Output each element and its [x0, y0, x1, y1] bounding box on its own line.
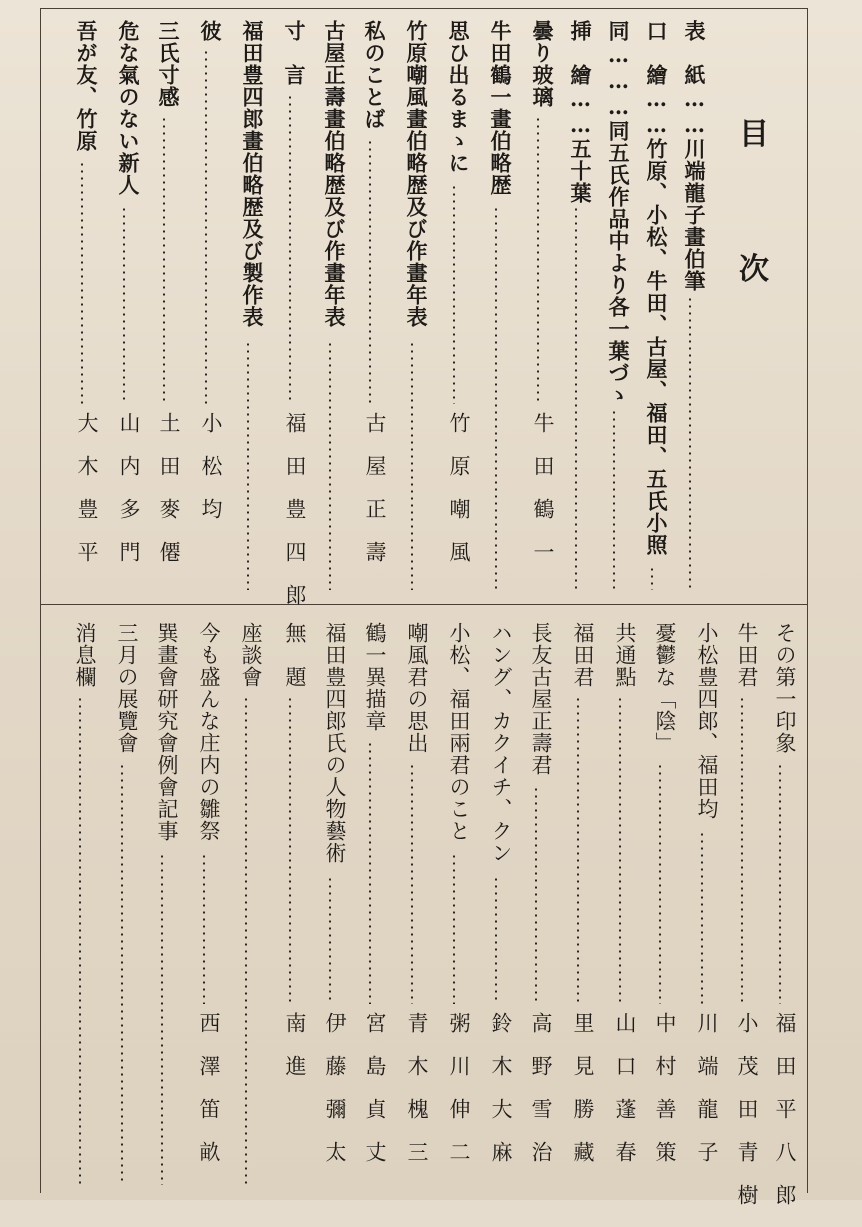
toc-entry-author: 里見勝藏 — [571, 1012, 595, 1184]
section-divider — [40, 604, 808, 605]
leader-dots — [535, 786, 537, 1005]
toc-entry-title: 消息欄 — [73, 622, 97, 688]
toc-entry-author: 山内多門 — [117, 412, 141, 584]
toc-entry-author: 高野雪治 — [529, 1012, 553, 1184]
toc-entry-title: 鶴一異描章 — [363, 622, 387, 732]
leader-dots — [741, 696, 743, 1005]
leader-dots — [203, 853, 205, 1004]
toc-entry-title: 共通點 — [613, 622, 637, 688]
leader-dots — [205, 49, 207, 405]
leader-dots — [369, 741, 371, 1005]
toc-entry-author: 山口蓬春 — [613, 1012, 637, 1184]
toc-entry-author: 南進 — [283, 1012, 307, 1098]
toc-entry-title: 挿 繪……五十葉 — [568, 20, 593, 204]
toc-entry-title: 嘲風君の思出 — [405, 622, 429, 754]
toc-entry-title: 同………同五氏作品中より各一葉づゝ — [606, 20, 631, 406]
toc-entry-title: 牛田鶴一畫伯略歴 — [488, 20, 513, 196]
leader-dots — [81, 161, 83, 404]
leader-dots — [495, 876, 497, 1005]
toc-entry-author: 中村善策 — [653, 1012, 677, 1184]
leader-dots — [369, 139, 371, 405]
leader-dots — [575, 206, 577, 590]
leader-dots — [289, 94, 291, 405]
toc-entry-author: 粥川伸二 — [447, 1012, 471, 1184]
toc-entry-title: 古屋正壽畫伯略歴及び作畫年表 — [322, 20, 347, 328]
toc-entry-title: 私のことば — [362, 20, 387, 130]
leader-dots — [659, 763, 661, 1004]
toc-entry-author: 西澤笛畝 — [197, 1012, 221, 1184]
toc-entry-title: 福田君 — [571, 622, 595, 688]
toc-entry-author: 牛田鶴一 — [531, 412, 555, 584]
toc-entry-author: 小茂田青樹 — [735, 1012, 759, 1227]
toc-entry-author: 土田麥僊 — [157, 412, 181, 584]
toc-entry-author: 福田平八郎 — [773, 1012, 797, 1227]
toc-entry-author: 福田豊四郎 — [283, 412, 307, 627]
toc-entry-title: 表 紙……川端龍子畫伯筆 — [682, 20, 707, 292]
toc-heading-char-1: 目 — [739, 117, 769, 152]
toc-entry-title: 寸 言 — [282, 20, 307, 86]
toc-entry-author: 大木豊平 — [75, 412, 99, 584]
leader-dots — [453, 853, 455, 1004]
toc-entry-title: 福田豊四郎氏の人物藝術 — [323, 622, 347, 864]
toc-entry-title: 曇り玻璃 — [530, 20, 555, 108]
leader-dots — [453, 184, 455, 405]
toc-entry-author: 宮島貞丈 — [363, 1012, 387, 1184]
toc-entry-title: 危な氣のない新人 — [116, 20, 141, 196]
toc-entry-title: 吾が友、竹原 — [74, 20, 99, 152]
leader-dots — [163, 116, 165, 404]
toc-entry-title: 無 題 — [283, 622, 307, 688]
leader-dots — [689, 296, 691, 590]
leader-dots — [651, 566, 653, 590]
toc-entry-title: その第一印象 — [773, 622, 797, 754]
toc-entry-title: 巽畫會研究會例會記事 — [155, 622, 179, 842]
toc-entry-title: 口 繪……竹原、小松、牛田、古屋、福田、五氏小照 — [644, 20, 669, 556]
leader-dots — [289, 696, 291, 1005]
toc-entry-title: 福田豊四郎畫伯略歴及び製作表 — [240, 20, 265, 328]
toc-entry-title: 小松豊四郎、福田均 — [695, 622, 719, 820]
leader-dots — [613, 409, 615, 591]
toc-entry-title: 彼 — [198, 20, 223, 42]
leader-dots — [495, 206, 497, 590]
toc-entry-author: 小松均 — [199, 412, 223, 541]
toc-entry-title: 三氏寸感 — [156, 20, 181, 108]
toc-entry-author: 青木槐三 — [405, 1012, 429, 1184]
leader-dots — [329, 876, 331, 1005]
leader-dots — [245, 696, 247, 1186]
toc-entry-author: 伊藤彌太 — [323, 1012, 347, 1184]
toc-entry-title: 牛田君 — [735, 622, 759, 688]
leader-dots — [537, 116, 539, 404]
leader-dots — [247, 341, 249, 590]
toc-entry-author: 竹原嘲風 — [447, 412, 471, 584]
toc-entry-title: 今も盛んな庄内の雛祭 — [197, 622, 221, 842]
leader-dots — [619, 696, 621, 1005]
leader-dots — [411, 763, 413, 1004]
toc-entry-author: 古屋正壽 — [363, 412, 387, 584]
leader-dots — [411, 341, 413, 590]
toc-entry-title: 竹原嘲風畫伯略歴及び作畫年表 — [404, 20, 429, 328]
leader-dots — [779, 763, 781, 1004]
toc-entry-title: ハング、カクイチ、クン — [489, 622, 513, 864]
leader-dots — [577, 696, 579, 1005]
leader-dots — [79, 696, 81, 1186]
toc-entry-title: 小松、福田兩君のこと — [447, 622, 471, 842]
leader-dots — [161, 853, 163, 1185]
toc-heading-char-2: 次 — [739, 252, 769, 287]
toc-entry-title: 憂鬱な「陰」 — [653, 622, 677, 754]
leader-dots — [121, 763, 123, 1185]
leader-dots — [329, 341, 331, 590]
toc-entry-title: 長友古屋正壽君 — [529, 622, 553, 776]
toc-entry-title: 三月の展覽會 — [115, 622, 139, 754]
toc-entry-author: 鈴木大麻 — [489, 1012, 513, 1184]
leader-dots — [123, 206, 125, 404]
toc-entry-title: 座談會 — [239, 622, 263, 688]
leader-dots — [701, 831, 703, 1005]
toc-entry-title: 思ひ出るまゝに — [446, 20, 471, 174]
toc-entry-author: 川端龍子 — [695, 1012, 719, 1184]
